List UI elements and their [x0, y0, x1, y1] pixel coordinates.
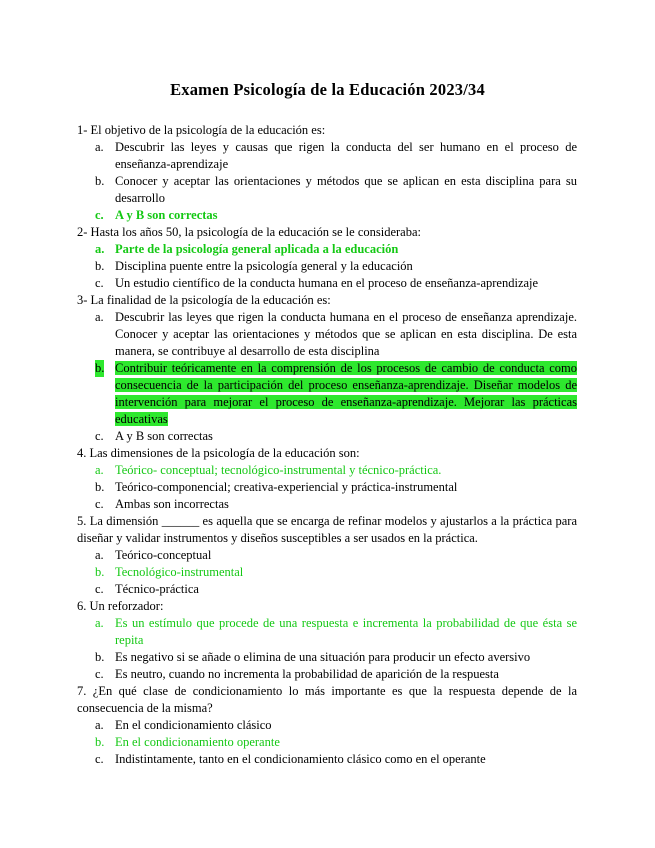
question-7: 7. ¿En qué clase de condicionamiento lo más importante es que la respuesta depende de la consecuencia de la misma? — [77, 684, 577, 715]
q1-option-c-correct: c. A y B son correctas — [95, 208, 218, 222]
question-4-options — [77, 462, 577, 513]
question-7-options — [77, 717, 577, 768]
q3-option-a: a. Descubrir las leyes que rigen la conducta humana en el proceso de enseñanza aprendizaje. Conocer y aceptar las orientaciones y métodos que se aplican en esta disciplina. De esta manera, se contribuye al desarrollo de esta disciplina — [95, 310, 577, 358]
q3-option-c: c. A y B son correctas — [95, 429, 213, 443]
page-title: Examen Psicología de la Educación 2023/34 — [170, 80, 485, 99]
question-6: 6. Un reforzador: — [77, 599, 164, 613]
q5-option-b-correct: b. Tecnológico-instrumental — [95, 565, 244, 579]
q5-option-a: a. Teórico-conceptual — [95, 548, 212, 562]
q2-option-b: b. Disciplina puente entre la psicología general y la educación — [95, 259, 413, 273]
question-1: 1- El objetivo de la psicología de la educación es: — [77, 123, 326, 137]
exam-body — [77, 122, 577, 768]
question-5: 5. La dimensión ______ es aquella que se encarga de refinar modelos y ajustarlos a la práctica para diseñar y validar instrumentos y diseños susceptibles a ser usados en la práctica. — [77, 514, 577, 545]
q4-option-a-correct: a. Teórico- conceptual; tecnológico-instrumental y técnico-práctica. — [95, 463, 442, 477]
question-6-options — [77, 615, 577, 683]
q1-option-b: b. Conocer y aceptar las orientaciones y métodos que se aplican en esta disciplina para su desarrollo — [95, 174, 577, 205]
question-3: 3- La finalidad de la psicología de la educación es: — [77, 293, 331, 307]
question-3-options — [77, 309, 577, 445]
q2-option-a-correct: a. Parte de la psicología general aplicada a la educación — [95, 242, 399, 256]
q6-option-c: c. Es neutro, cuando no incrementa la probabilidad de aparición de la respuesta — [95, 667, 499, 681]
q7-option-a: a. En el condicionamiento clásico — [95, 718, 272, 732]
q2-option-c: c. Un estudio científico de la conducta humana en el proceso de enseñanza-aprendizaje — [95, 276, 539, 290]
question-5-options — [77, 547, 577, 598]
q7-option-b-correct: b. En el condicionamiento operante — [95, 735, 280, 749]
question-2: 2- Hasta los años 50, la psicología de la educación se le consideraba: — [77, 225, 421, 239]
q5-option-c: c. Técnico-práctica — [95, 582, 199, 596]
q1-option-a: a. Descubrir las leyes y causas que rigen la conducta del ser humano en el proceso de enseñanza-aprendizaje — [95, 140, 577, 171]
q4-option-b: b. Teórico-componencial; creativa-experiencial y práctica-instrumental — [95, 480, 458, 494]
q6-option-a-correct: a. Es un estímulo que procede de una respuesta e incrementa la probabilidad de que ésta se repita — [95, 616, 577, 647]
question-4: 4. Las dimensiones de la psicología de la educación son: — [77, 446, 360, 460]
q4-option-c: c. Ambas son incorrectas — [95, 497, 229, 511]
question-1-options — [77, 139, 577, 224]
question-2-options — [77, 241, 577, 292]
q3-option-b-correct: b. Contribuir teóricamente en la comprensión de los procesos de cambio de conducta como consecuencia de la participación del proceso enseñanza-aprendizaje. Diseñar modelos de intervención para mejorar el proceso de enseñanza-aprendizaje. Mejorar las prácticas educativas — [95, 361, 577, 426]
q6-option-b: b. Es negativo si se añade o elimina de una situación para producir un efecto aversivo — [95, 650, 531, 664]
q7-option-c: c. Indistintamente, tanto en el condicionamiento clásico como en el operante — [95, 752, 486, 766]
